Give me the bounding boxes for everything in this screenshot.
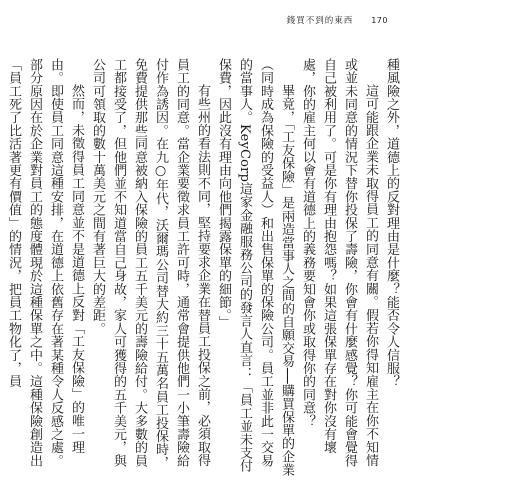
body-text (6, 58, 402, 478)
paragraph: 有些州的看法則不同，堅持要求企業在替員工投保之前，必須取得員工的同意。當企業要徵求員工許可時，通常會提供他們一小筆壽險給付作為誘因。在九○年代，沃爾瑪公司替大約三十五萬名員工投保時，免費提供那些同意被納入保險的員工五千美元的壽險給付。大多數的員工都接受了，但他們並不知道當自己身故，家人可獲得的五千美元，與公司可領取的數十萬美元之間有著巨大的差距。 (90, 58, 210, 470)
running-header (287, 14, 388, 26)
paragraph: 這可能跟企業未取得員工的同意有關。假若你得知雇主在你不知情或並未同意的情況下替你投保了壽險，你會有什麼感覺？你可能會覺得自己被利用了。可是你有理由抱怨嗎？如果這張保單存在對你沒有壞處，你的雇主何以會有道德上的義務要知會你或取得你的同意？ (300, 58, 378, 468)
paragraph: 然而，未徵得員工同意並不是道德上反對「工友保險」的唯一理由。即使員工同意這種安排，在道德上依舊存在著某種令人反感之處。部分原因在於企業對員工的態度體現於這種保單之中。這種保險創造出「員工死了比活著更有價值」的情況，把員工物化了，員 (6, 58, 84, 468)
paragraph: 畢竟，「工友保險」是兩造當事人之間的自願交易──購買保單的企業（同時成為保險的受益人）和出售保單的保險公司。員工並非此一交易的當事人。KeyCorp這家金融服務公司的發言人直言：「員工並未支付保費，因此沒有理由向他們揭露保單的細節。」 (216, 58, 294, 477)
paragraph: 種風險之外，道德上的反對理由是什麼？能否令人信服？ (384, 58, 399, 388)
running-title: 錢買不到的東西 (286, 16, 354, 26)
page-number: 170 (371, 16, 388, 25)
